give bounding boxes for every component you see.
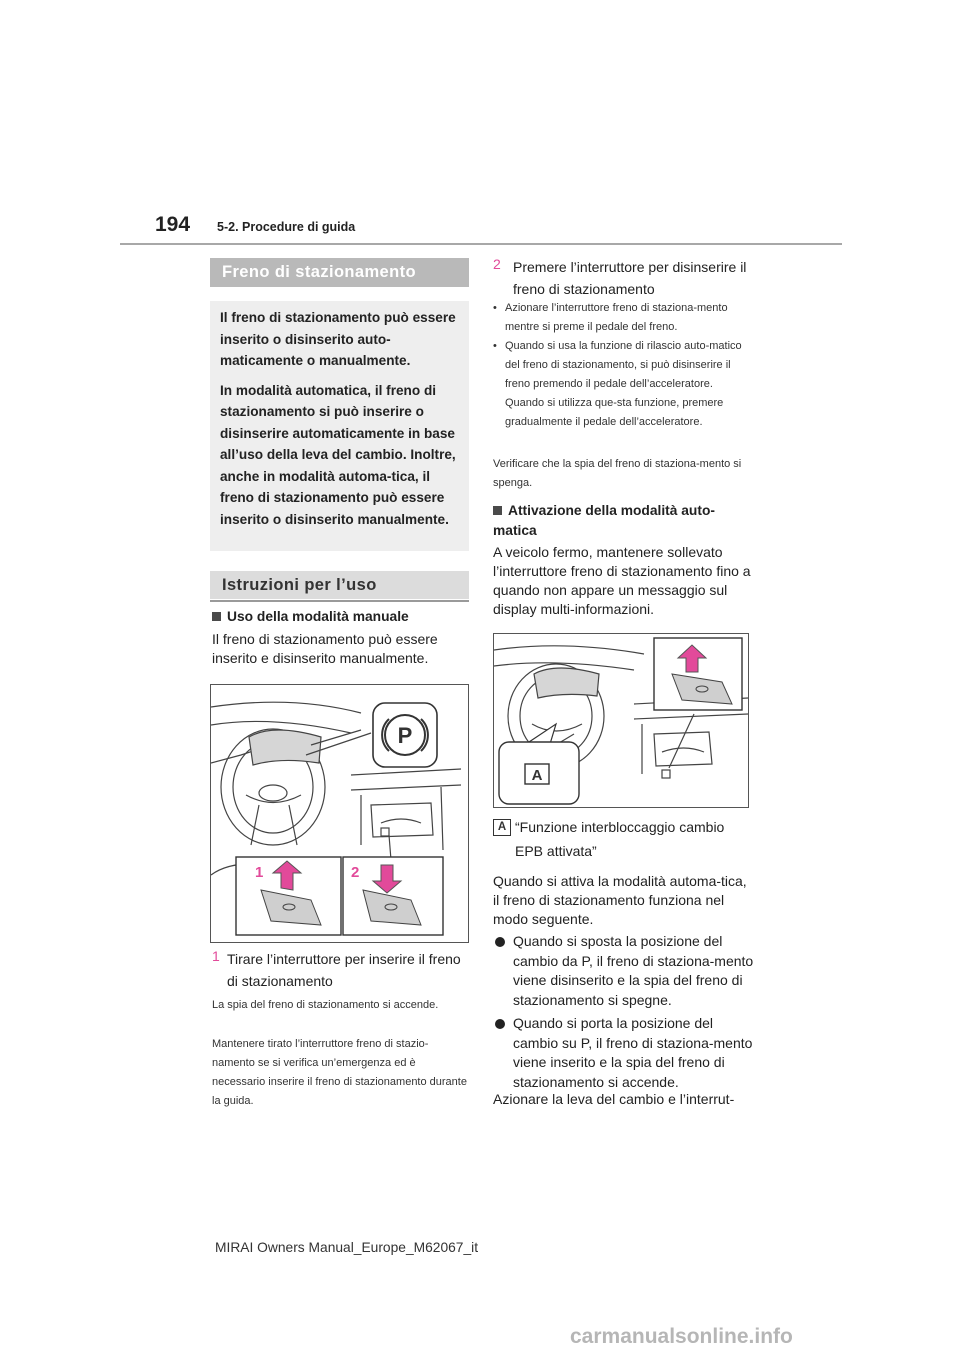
dot-list (493, 932, 755, 1096)
figure-label-a: A (531, 767, 543, 784)
footer-manual-name: MIRAI Owners Manual_Europe_M62067_it (215, 1240, 479, 1255)
auto-mode-text: A veicolo fermo, mantenere sollevato l’interruttore freno di stazionamento fino a quando non appare un messaggio sul display multi-informazioni. (493, 544, 751, 617)
figure-label-1: 1 (255, 864, 264, 881)
step-1-number: 1 (212, 948, 220, 964)
label-a-caption-row (493, 817, 753, 859)
section-title: 5-2. Procedure di guida (217, 220, 356, 234)
label-a-box: A (493, 819, 511, 836)
heading-instructions: Istruzioni per l’uso (210, 571, 469, 599)
heading-underline (210, 600, 469, 602)
figure-label-2: 2 (351, 864, 360, 881)
step-1 (212, 948, 472, 989)
intro-box (210, 301, 469, 551)
step-2 (493, 256, 753, 297)
bullet-item: • Quando si usa la funzione di rilascio auto-matico del freno di stazionamento, si può disinserire il freno premendo il pedale dell’acceleratore. Quando si utilizza que-sta funzione, premere gradualmente il pedale dell’acceleratore. (493, 337, 751, 432)
dot-item: Quando si porta la posizione del cambio su P, il freno di staziona-mento viene inserito e la spia del freno di stazionamento si accende. (493, 1014, 755, 1092)
dot-item: Quando si sposta la posizione del cambio da P, il freno di staziona-mento viene disinserito e la spia del freno di stazionamento si spegne. (493, 932, 755, 1010)
dashboard-illustration-auto (494, 634, 748, 807)
square-bullet-icon (493, 506, 502, 515)
step-1-text: Tirare l’interruttore per inserire il freno di stazionamento (227, 951, 461, 989)
dashboard-illustration (211, 685, 468, 942)
subhead-manual-mode: Uso della modalità manuale (212, 609, 472, 624)
continuation-line: Azionare la leva del cambio e l’interrut- (493, 1091, 735, 1107)
heading-parking-brake: Freno di stazionamento (210, 258, 469, 287)
header-rule (120, 243, 842, 245)
p-symbol: P (397, 723, 413, 748)
intro-paragraph-1: Il freno di stazionamento può essere inserito o disinserito auto-maticamente o manualmente. (220, 310, 456, 368)
watermark: carmanualsonline.info (570, 1325, 793, 1348)
square-bullet-icon (212, 612, 221, 621)
subhead-auto-mode: Attivazione della modalità auto-matica (493, 503, 715, 538)
bullet-list (493, 299, 751, 432)
label-a-caption: “Funzione interbloccaggio cambio EPB attivata” (515, 819, 725, 859)
step-2-text: Premere l’interruttore per disinserire il freno di stazionamento (513, 259, 747, 297)
auto-behaviour-text: Quando si attiva la modalità automa-tica, il freno di stazionamento funziona nel modo seguente. (493, 873, 747, 927)
verify-note: Verificare che la spia del freno di staziona-mento si spenga. (493, 458, 742, 489)
intro-paragraph-2: In modalità automatica, il freno di stazionamento si può inserire o disinserire automaticamente in base all’uso della leva del cambio. Inoltre, anche in modalità automa-tica, il freno di stazionamento può essere inserito o disinserito manualmente. (220, 382, 456, 527)
figure-manual-switch (210, 684, 469, 943)
figure-auto-mode (493, 633, 749, 808)
note-emergency: Mantenere tirato l’interruttore freno di stazio-namento se si verifica un’emergenza ed è necessario inserire il freno di stazionamento durante la guida. (212, 1038, 467, 1107)
note-lamp-on: La spia del freno di stazionamento si accende. (212, 999, 439, 1011)
step-2-number: 2 (493, 256, 501, 272)
page-number: 194 (155, 213, 191, 236)
bullet-item: • Azionare l’interruttore freno di staziona-mento mentre si preme il pedale del freno. (493, 299, 751, 337)
manual-mode-text: Il freno di stazionamento può essere inserito e disinserito manualmente. (212, 631, 438, 666)
